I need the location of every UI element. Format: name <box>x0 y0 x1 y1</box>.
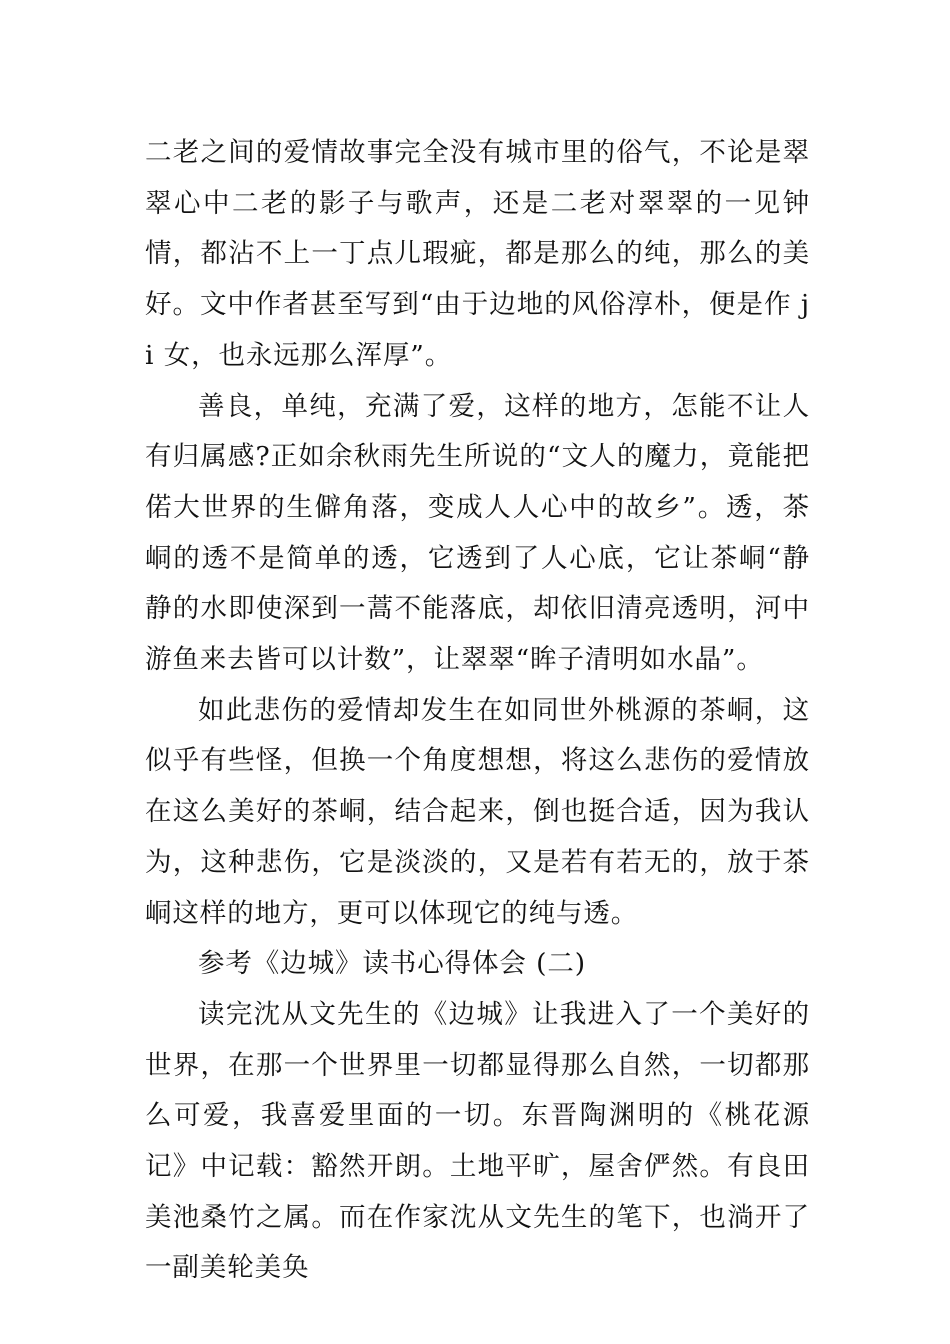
document-body <box>145 128 810 1294</box>
paragraph-3: 如此悲伤的爱情却发生在如同世外桃源的茶峒，这似乎有些怪，但换一个角度想想，将这么悲伤的爱情放在这么美好的茶峒，结合起来，倒也挺合适，因为我认为，这种悲伤，它是淡淡的，又是若有若无的，放于茶峒这样的地方，更可以体现它的纯与透。 <box>145 694 810 929</box>
paragraph-2: 善良，单纯，充满了爱，这样的地方，怎能不让人有归属感?正如余秋雨先生所说的“文人的魔力，竟能把偌大世界的生僻角落，变成人人心中的故乡”。透，茶峒的透不是简单的透，它透到了人心底，它让茶峒“静静的水即使深到一蒿不能落底，却依旧清亮透明，河中游鱼来去皆可以计数”，让翠翠“眸子清明如水晶”。 <box>145 390 810 676</box>
paragraph-1: 二老之间的爱情故事完全没有城市里的俗气，不论是翠翠心中二老的影子与歌声，还是二老对翠翠的一见钟情，都沾不上一丁点儿瑕疵，都是那么的纯，那么的美好。文中作者甚至写到“由于边地的风俗淳朴，便是作 ji 女，也永远那么浑厚”。 <box>145 137 810 371</box>
section-heading: 参考《边城》读书心得体会 (二) <box>198 948 587 980</box>
paragraph-4: 读完沈从文先生的《边城》让我进入了一个美好的世界，在那一个世界里一切都显得那么自然，一切都那么可爱，我喜爱里面的一切。东晋陶渊明的《桃花源记》中记载：豁然开朗。土地平旷，屋舍俨然。有良田美池桑竹之属。而在作家沈从文先生的笔下，也淌开了一副美轮美奂 <box>145 998 810 1284</box>
